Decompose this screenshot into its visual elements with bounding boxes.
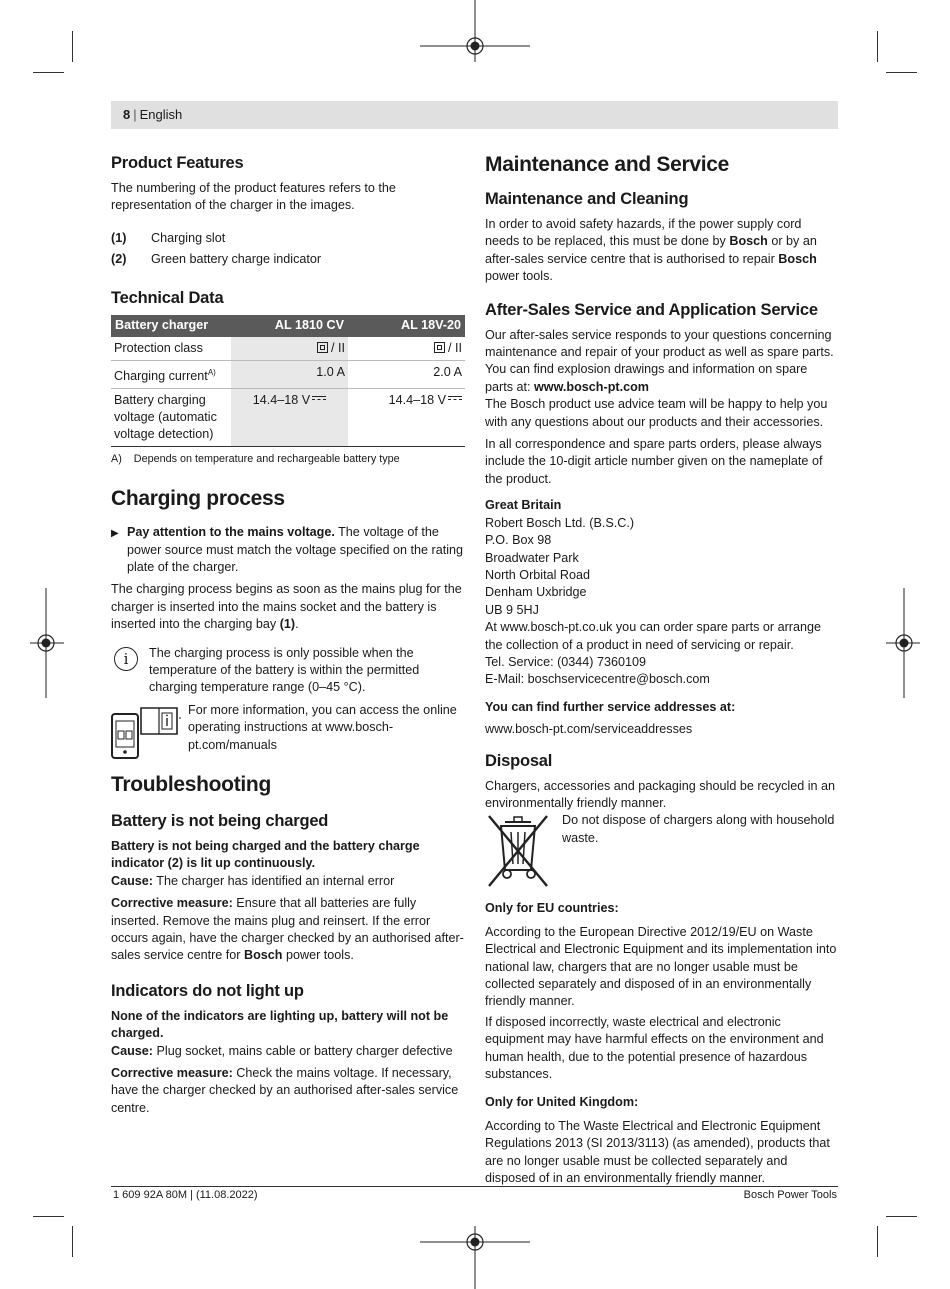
crop-mark [33, 72, 64, 73]
table-cell: Battery charging voltage (automatic voltage detection) [111, 388, 231, 446]
service-addresses-link[interactable]: www.bosch-pt.com/serviceaddresses [485, 722, 693, 737]
crop-mark [886, 72, 917, 73]
feature-number: (2) [111, 252, 127, 267]
footer-brand: Bosch Power Tools [743, 1189, 837, 1201]
after-sales-paragraph: In all correspondence and spare parts orders, please always include the 10-digit article number given on the nameplate of the product. [485, 437, 823, 486]
feature-text: Green battery charge indicator [151, 252, 322, 267]
further-addresses-heading: You can find further service addresses at: [485, 699, 736, 714]
table-row [111, 388, 465, 446]
crop-mark [72, 31, 73, 62]
uk-paragraph: According to The Waste Electrical and Electronic Equipment Regulations 2013 (SI 2013/3113) (as amended), products that are no longer usable must be collected separately and disposed of in an environmentally friendly manner. [485, 1118, 830, 1186]
crossed-bin-icon [485, 812, 553, 890]
address-line: P.O. Box 98 [485, 533, 552, 548]
maintenance-paragraph: In order to avoid safety hazards, if the power supply cord needs to be replaced, this must be done by Bosch or by an after-sales service centre that is authorised to repair Bosch power tools. [485, 217, 817, 284]
table-cell: 14.4–18 V [231, 388, 348, 446]
table-row [111, 337, 465, 361]
eu-paragraph: If disposed incorrectly, waste electrical and electronic equipment may have harmful effects on the environment and human health, due to the potential presence of hazardous substances. [485, 1014, 824, 1082]
table-cell: 1.0 A [231, 360, 348, 388]
address-line: Denham Uxbridge [485, 585, 587, 600]
cause-text: Cause: The charger has identified an internal error [111, 873, 395, 888]
feature-text: Charging slot [151, 230, 226, 245]
table-header-row [111, 315, 465, 337]
disposal-heading: Disposal [485, 751, 553, 770]
product-features-heading: Product Features [111, 154, 244, 172]
table-header-cell: Battery charger [111, 315, 231, 337]
cause-text: Cause: Plug socket, mains cable or battery charger defective [111, 1043, 453, 1058]
table-cell: Charging current$^{A)}$ [111, 360, 231, 388]
bosch-website-link[interactable]: www.bosch-pt.com [534, 379, 649, 394]
eu-heading: Only for EU countries: [485, 901, 619, 916]
dc-symbol-icon [448, 395, 462, 403]
troubleshooting-subheading: Battery is not being charged [111, 811, 329, 830]
table-header-cell: AL 18V-20 [348, 315, 465, 337]
left-column [111, 152, 465, 1122]
problem-description: Battery is not being charged and the battery charge indicator (2) is lit up continuously. [111, 838, 420, 871]
eu-paragraph: According to the European Directive 2012/19/EU on Waste Electrical and Electronic Equipment and its implementation into national law, chargers that are no longer usable must be collected separately and disposed of in an environmentally friendly manner. [485, 924, 837, 1009]
crop-mark [886, 1216, 917, 1217]
crop-mark [877, 31, 878, 62]
crop-mark [33, 1216, 64, 1217]
feature-item [111, 251, 465, 268]
info-note: i The charging process is only possible when the temperature of the battery is within the permitted charging temperature range (0–45 °C). [111, 645, 465, 697]
problem-description: None of the indicators are lighting up, battery will not be charged. [111, 1008, 449, 1041]
registration-mark-icon [886, 588, 920, 698]
address-line: Broadwater Park [485, 550, 579, 565]
info-icon: i [114, 647, 138, 671]
address-block [485, 515, 838, 619]
footer-divider [111, 1186, 838, 1187]
troubleshooting-heading: Troubleshooting [111, 772, 271, 796]
table-cell: / II [231, 337, 348, 361]
technical-data-heading: Technical Data [111, 288, 224, 307]
warning-bullet: ▶ Pay attention to the mains voltage. The voltage of the power source must match the voltage specified on the rating plate of the charger. [111, 524, 465, 581]
right-column [485, 152, 838, 1192]
protection-class-icon [434, 342, 445, 353]
corrective-measure-text: Corrective measure: Ensure that all batteries are fully inserted. Remove the mains plug and reinsert. If the error occurs again, have the charger checked by an authorised after-sales service centre for Bosch power tools. [111, 896, 464, 963]
online-manual-icon [111, 704, 181, 760]
table-cell: / II [348, 337, 465, 361]
after-sales-paragraph: Our after-sales service responds to your questions concerning maintenance and repair of your product as well as spare parts. You can find explosion drawings and information on spare parts at: www.bosch-pt.com [485, 327, 834, 394]
order-text: At www.bosch-pt.co.uk you can order spare parts or arrange the collection of a product in need of servicing or repair. [485, 620, 821, 652]
protection-class-icon [317, 342, 328, 353]
feature-number: (1) [111, 230, 127, 245]
weee-note: Do not dispose of chargers along with household waste. [485, 812, 838, 892]
registration-mark-icon [420, 0, 530, 62]
address-line: Robert Bosch Ltd. (B.S.C.) [485, 515, 635, 530]
registration-mark-icon [420, 1226, 530, 1289]
technical-data-table [111, 315, 465, 447]
country-heading: Great Britain [485, 498, 562, 513]
feature-item [111, 230, 465, 247]
table-cell: Protection class [111, 337, 231, 361]
address-line: UB 9 5HJ [485, 602, 539, 617]
crop-mark [877, 1226, 878, 1257]
corrective-measure-text: Corrective measure: Check the mains voltage. If necessary, have the charger checked by an authorised after-sales service centre. [111, 1065, 459, 1115]
table-row [111, 360, 465, 388]
uk-heading: Only for United Kingdom: [485, 1095, 639, 1110]
bullet-triangle-icon: ▶ [111, 528, 119, 540]
page-number: 8 [123, 107, 131, 122]
table-cell: 14.4–18 V [348, 388, 465, 446]
table-header-cell: AL 1810 CV [231, 315, 348, 337]
service-phone: Tel. Service: (0344) 7360109 [485, 654, 647, 669]
charging-process-heading: Charging process [111, 487, 285, 511]
disposal-paragraph: Chargers, accessories and packaging should be recycled in an environmentally friendly manner. [485, 778, 836, 810]
page-header: 8 | English [111, 101, 838, 129]
table-footnote: A) Depends on temperature and rechargeable battery type [111, 452, 400, 465]
after-sales-paragraph: The Bosch product use advice team will be happy to help you with any questions about our products and their accessories. [485, 397, 828, 429]
troubleshooting-subheading: Indicators do not light up [111, 981, 304, 1000]
address-line: North Orbital Road [485, 567, 590, 582]
maintenance-cleaning-heading: Maintenance and Cleaning [485, 190, 689, 208]
header-language: English [139, 107, 183, 122]
maintenance-heading: Maintenance and Service [485, 153, 730, 176]
registration-mark-icon [30, 588, 64, 698]
online-manual-note: For more information, you can access the online operating instructions at www.bosch-pt.com/manuals [111, 702, 465, 758]
table-cell: 2.0 A [348, 360, 465, 388]
crop-mark [72, 1226, 73, 1257]
after-sales-heading: After-Sales Service and Application Service [485, 300, 818, 319]
service-email[interactable]: E-Mail: boschservicecentre@bosch.com [485, 672, 710, 687]
charging-paragraph: The charging process begins as soon as the mains plug for the charger is inserted into the mains socket and the battery is inserted into the charging bay (1). [111, 582, 462, 632]
footer-doc-number: 1 609 92A 80M | (11.08.2022) [113, 1189, 258, 1201]
dc-symbol-icon [312, 395, 326, 403]
product-features-intro: The numbering of the product features refers to the representation of the charger in the images. [111, 181, 396, 213]
